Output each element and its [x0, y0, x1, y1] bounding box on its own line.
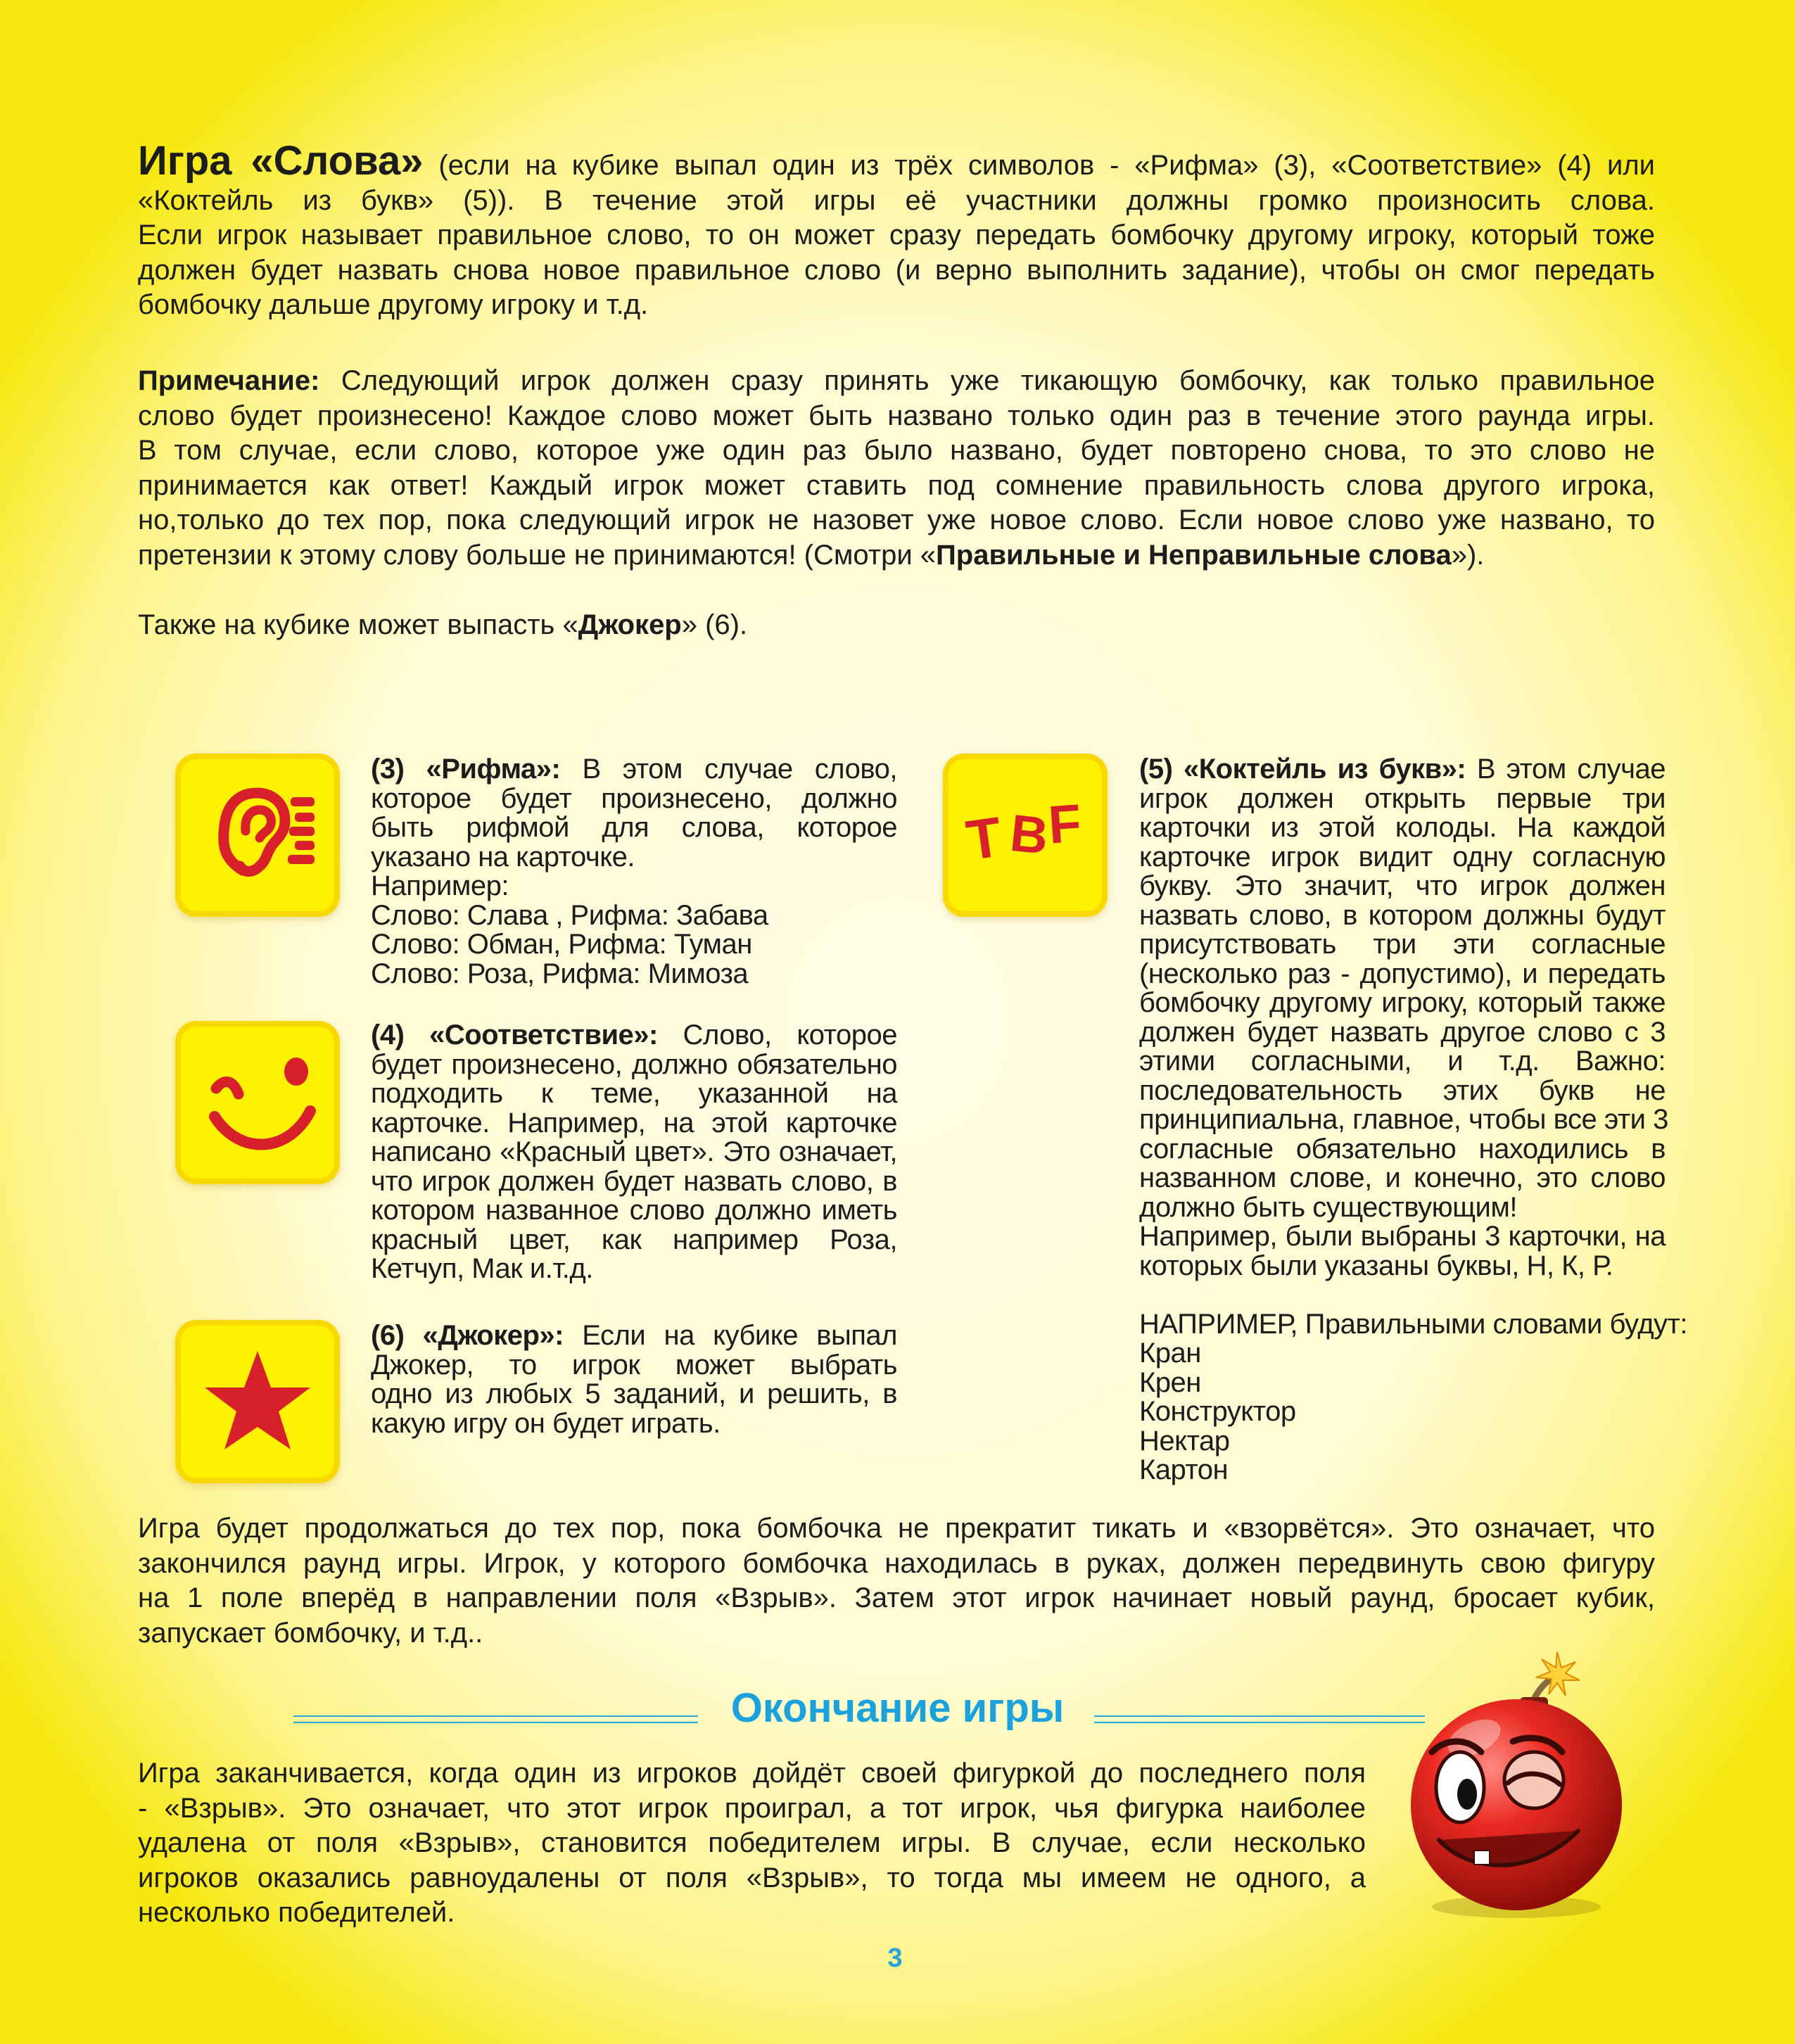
rhyme-example: Слово: Слава , Рифма: Забава [371, 899, 768, 931]
rhyme-label: (3) «Рифма»: [371, 754, 561, 785]
star-icon [175, 1320, 340, 1483]
note-line: принимается как ответ! Каждый игрок может ставить под сомнение правильность слова другого игрока, [138, 469, 1655, 501]
ending-line: удалена от поля «Взрыв», становится победителем игры. В случае, если несколько [138, 1827, 1366, 1858]
intro-line: Если игрок называет правильное слово, то он может сразу передать бомбочку другому игроку, который тоже [138, 220, 1655, 250]
cocktail-line: названном слове, и конечно, это слово [1139, 1162, 1666, 1193]
example-word: Картон [1139, 1454, 1229, 1485]
joker-line: Джокер, то игрок может выбрать [371, 1349, 897, 1380]
rules-reference: Правильные и Неправильные слова [936, 539, 1452, 571]
cocktail-line: согласные обязательно находились в [1139, 1133, 1666, 1164]
ending-line: несколько победителей. [138, 1897, 455, 1928]
cocktail-line: игрок должен открыть первые три [1139, 782, 1666, 814]
rhyme-line: (3) «Рифма»: В этом случае слово, [371, 754, 897, 785]
note-line: претензии к этому слову больше не принимаются! (Смотри «Правильные и Неправильные слова»). [138, 539, 1485, 571]
note-paragraph [138, 364, 1655, 573]
cocktail-line: должен будет назвать другое слово с 3 [1139, 1016, 1666, 1048]
cocktail-label: (5) «Коктейль из букв»: [1139, 754, 1466, 785]
round-line: на 1 поле вперёд в направлении поля «Взрыв». Затем этот игрок начинает новый раунд, бросает кубик, [138, 1582, 1655, 1613]
rhyme-block [371, 755, 897, 989]
note-line: но,только до тех пор, пока следующий игрок не назовет уже новое слово. Если новое слово уже названо, то [138, 504, 1655, 535]
rhyme-line: указано на карточке. [371, 841, 635, 872]
letter-f: F [1046, 793, 1084, 856]
match-line: написано «Красный цвет». Это означает, [371, 1136, 897, 1167]
match-line: котором названное слово должно иметь [371, 1195, 897, 1226]
cocktail-line: карточке игрок видит одну согласную [1139, 841, 1666, 872]
round-line: закончился раунд игры. Игрок, у которого бомбочка находилась в руках, должен передвинуть свою фигуру [138, 1547, 1655, 1579]
cocktail-example-header: НАПРИМЕР, Правильными словами будут: [1139, 1308, 1687, 1340]
spacer [1139, 1281, 1666, 1310]
example-word: Нектар [1139, 1425, 1230, 1456]
rhyme-example: Слово: Обман, Рифма: Туман [371, 929, 752, 960]
ending-paragraph [138, 1756, 1366, 1931]
match-line: Кетчуп, Мак и.т.д. [371, 1253, 593, 1284]
cocktail-line: последовательность этих букв не [1139, 1074, 1666, 1106]
joker-bold: Джокер [578, 609, 682, 640]
cocktail-line: карточки из этой колоды. На каждой [1139, 812, 1666, 843]
rhyme-line: Например: [371, 870, 509, 901]
letter-t: T [963, 805, 1006, 872]
cocktail-line: назвать слово, в котором должны будут [1139, 899, 1666, 931]
cocktail-line: которых были указаны буквы, Н, К, Р. [1139, 1250, 1613, 1281]
cocktail-line: принципиальна, главное, чтобы все эти 3 [1139, 1104, 1668, 1135]
cocktail-line: бомбочку другому игроку, который также [1139, 987, 1666, 1018]
page-number: 3 [887, 1943, 903, 1973]
note-line: Примечание: Следующий игрок должен сразу принять уже тикающую бомбочку, как только правильное [138, 365, 1655, 396]
wink-face-icon [175, 1021, 340, 1184]
ending-line: игроков оказались равноудалены от поля «Взрыв», то тогда мы имеем не одного, а [138, 1862, 1366, 1893]
match-line: подходить к теме, указанной на [371, 1078, 897, 1109]
round-line: Игра будет продолжаться до тех пор, пока бомбочка не прекратит тикать и «взорвётся». Это означает, что [138, 1513, 1655, 1544]
round-line: запускает бомбочку, и т.д.. [138, 1617, 483, 1649]
bomb-mascot-icon [1390, 1646, 1643, 1928]
joker-line: какую игру он будет играть. [371, 1407, 721, 1439]
cocktail-line: должно быть существующим! [1139, 1191, 1517, 1223]
example-word: Конструктор [1139, 1396, 1296, 1427]
cocktail-line: (5) «Коктейль из букв»: В этом случае [1139, 754, 1666, 785]
note-line: В том случае, если слово, которое уже один раз было названо, будет повторено снова, то это слово не [138, 435, 1655, 466]
match-line: красный цвет, как например Роза, [371, 1224, 897, 1255]
ear-icon [175, 754, 340, 917]
ending-line: Игра заканчивается, когда один из игроков дойдёт своей фигуркой до последнего поля [138, 1758, 1366, 1789]
intro-paragraph [138, 138, 1656, 323]
joker-line: одно из любых 5 заданий, и решить, в [371, 1378, 897, 1409]
cocktail-line: этими согласными, и т.д. Важно: [1139, 1046, 1666, 1077]
match-line: карточке. Например, на этой карточке [371, 1107, 897, 1138]
cocktail-line: (несколько раз - допустимо), и передать [1139, 958, 1666, 989]
joker-intro-line: Также на кубике может выпасть «Джокер» (6). [138, 609, 748, 640]
intro-line: бомбочку дальше другому игроку и т.д. [138, 289, 649, 320]
joker-block [371, 1321, 897, 1438]
cocktail-block [1139, 754, 1687, 1485]
example-word: Крен [1139, 1366, 1201, 1398]
example-word: Кран [1139, 1338, 1201, 1369]
cocktail-line: Например, были выбраны 3 карточки, на [1139, 1221, 1666, 1252]
match-block [371, 1021, 897, 1284]
letters-tbf-icon [943, 754, 1108, 917]
match-line: будет произнесено, должно обязательно [371, 1048, 897, 1080]
match-line: что игрок должен будет назвать слово, в [371, 1165, 897, 1197]
ending-line: - «Взрыв». Это означает, что этот игрок проиграл, а тот игрок, чья фигурка наиболее [138, 1792, 1366, 1824]
note-label: Примечание: [138, 365, 320, 396]
letter-b: B [1007, 803, 1051, 865]
rhyme-example: Слово: Роза, Рифма: Мимоза [371, 958, 749, 989]
intro-line: «Коктейль из букв» (5)). В течение этой игры её участники должны громко произносить слова. [138, 184, 1655, 216]
note-line: слово будет произнесено! Каждое слово может быть названо только один раз в течение этого раунда игры. [138, 400, 1655, 431]
ending-title: Окончание игры [730, 1685, 1065, 1731]
rhyme-line: которое будет произнесено, должно [371, 782, 897, 814]
intro-line: должен будет назвать снова новое правильное слово (и верно выполнить задание), чтобы он смог передать [138, 254, 1655, 286]
game-title: Игра «Слова» [138, 138, 424, 184]
cocktail-line: букву. Это значит, что игрок должен [1139, 870, 1666, 901]
cocktail-line: присутствовать три эти согласные [1139, 929, 1666, 960]
match-line: (4) «Соответствие»: Слово, которое [371, 1020, 898, 1050]
intro-line: Игра «Слова» (если на кубике выпал один из трёх символов - «Рифма» (3), «Соответствие» (4) или [138, 138, 1656, 184]
round-paragraph [138, 1511, 1655, 1651]
rhyme-line: быть рифмой для слова, которое [371, 812, 897, 843]
joker-label: (6) «Джокер»: [371, 1320, 564, 1351]
match-label: (4) «Соответствие»: [371, 1020, 658, 1050]
joker-line: (6) «Джокер»: Если на кубике выпал [371, 1320, 897, 1351]
